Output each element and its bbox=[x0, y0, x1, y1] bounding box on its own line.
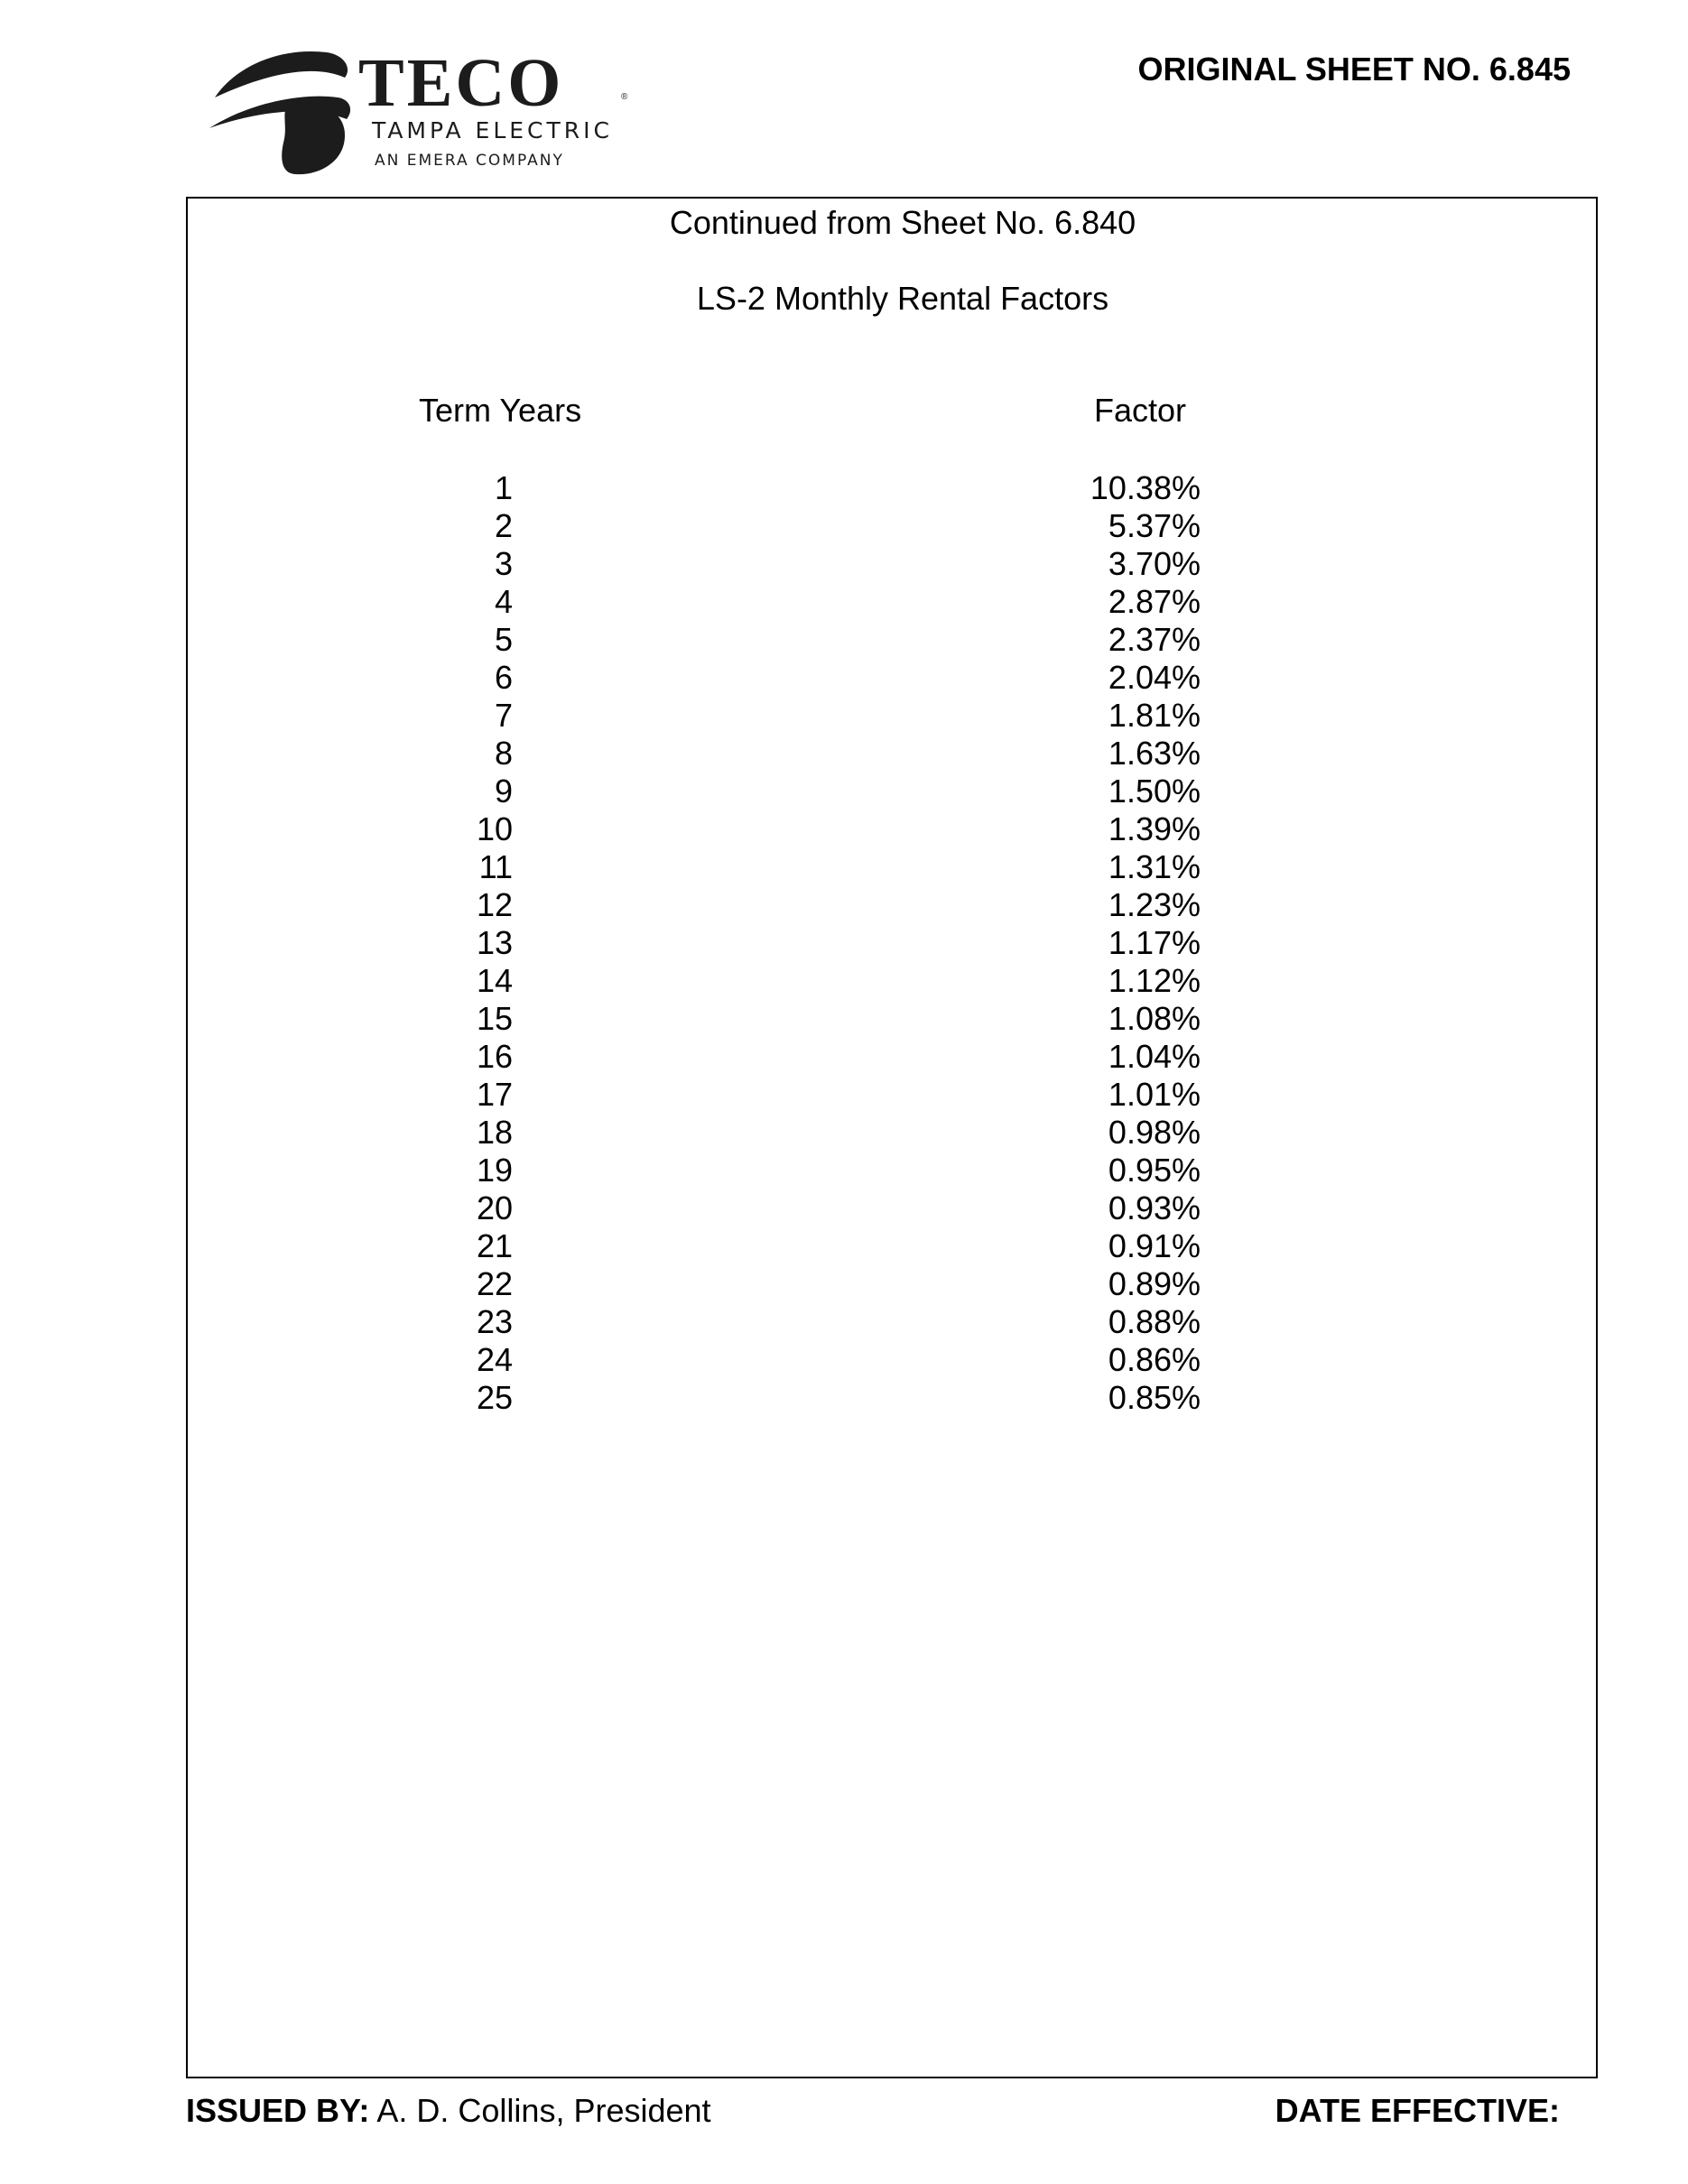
table-row bbox=[188, 1076, 1596, 1114]
teco-swoosh-logo-icon bbox=[209, 45, 354, 176]
factor-cell: 0.85% bbox=[1108, 1379, 1201, 1416]
term-years-cell: 6 bbox=[494, 659, 513, 696]
term-years-cell: 14 bbox=[476, 962, 513, 999]
factor-cell: 1.23% bbox=[1108, 886, 1201, 923]
table-row bbox=[188, 583, 1596, 621]
registered-mark: ® bbox=[621, 92, 628, 102]
table-row bbox=[188, 1114, 1596, 1152]
term-years-cell: 3 bbox=[494, 545, 513, 582]
factor-cell: 0.95% bbox=[1108, 1152, 1201, 1189]
factor-cell: 1.50% bbox=[1108, 773, 1201, 810]
term-years-cell: 12 bbox=[476, 886, 513, 923]
term-years-cell: 9 bbox=[494, 773, 513, 810]
table-row bbox=[188, 962, 1596, 1000]
table-row bbox=[188, 735, 1596, 773]
table-row bbox=[188, 1303, 1596, 1341]
table-row bbox=[188, 1379, 1596, 1417]
table-row bbox=[188, 1000, 1596, 1038]
factor-cell: 5.37% bbox=[1108, 507, 1201, 544]
factor-cell: 1.31% bbox=[1108, 848, 1201, 885]
issued-by-label: ISSUED BY: bbox=[186, 2092, 370, 2129]
factor-cell: 1.17% bbox=[1108, 924, 1201, 961]
term-years-cell: 17 bbox=[476, 1076, 513, 1113]
term-years-cell: 19 bbox=[476, 1152, 513, 1189]
issued-by-value: A. D. Collins, President bbox=[376, 2092, 711, 2129]
rental-factor-table bbox=[188, 469, 1596, 1417]
table-row bbox=[188, 1189, 1596, 1227]
table-row bbox=[188, 659, 1596, 697]
term-years-cell: 8 bbox=[494, 735, 513, 772]
factor-cell: 1.01% bbox=[1108, 1076, 1201, 1113]
factor-cell: 10.38% bbox=[1090, 469, 1201, 506]
table-row bbox=[188, 1341, 1596, 1379]
table-row bbox=[188, 469, 1596, 507]
factor-cell: 2.87% bbox=[1108, 583, 1201, 620]
factor-cell: 0.88% bbox=[1108, 1303, 1201, 1340]
factor-cell: 0.91% bbox=[1108, 1227, 1201, 1264]
column-header-term-years: Term Years bbox=[419, 392, 582, 429]
logo-wordmark: TECO bbox=[358, 45, 564, 121]
term-years-cell: 21 bbox=[476, 1227, 513, 1264]
factor-cell: 1.39% bbox=[1108, 810, 1201, 847]
date-effective-label: DATE EFFECTIVE: bbox=[1275, 2092, 1560, 2129]
table-row bbox=[188, 848, 1596, 886]
table-row bbox=[188, 545, 1596, 583]
table-row bbox=[188, 1265, 1596, 1303]
logo-tagline: AN EMERA COMPANY bbox=[375, 152, 564, 170]
term-years-cell: 20 bbox=[476, 1189, 513, 1226]
term-years-cell: 23 bbox=[476, 1303, 513, 1340]
column-header-factor: Factor bbox=[1094, 392, 1187, 429]
continued-note: Continued from Sheet No. 6.840 bbox=[669, 204, 1136, 241]
factor-cell: 2.37% bbox=[1108, 621, 1201, 658]
term-years-cell: 7 bbox=[494, 697, 513, 734]
factor-cell: 1.63% bbox=[1108, 735, 1201, 772]
table-row bbox=[188, 886, 1596, 924]
term-years-cell: 11 bbox=[478, 848, 513, 885]
factor-cell: 1.12% bbox=[1108, 962, 1201, 999]
table-row bbox=[188, 1152, 1596, 1189]
factor-cell: 0.93% bbox=[1108, 1189, 1201, 1226]
factor-cell: 0.86% bbox=[1108, 1341, 1201, 1378]
issued-by bbox=[186, 2092, 711, 2130]
term-years-cell: 24 bbox=[476, 1341, 513, 1378]
table-row bbox=[188, 924, 1596, 962]
table-row bbox=[188, 507, 1596, 545]
table-row bbox=[188, 773, 1596, 810]
table-row bbox=[188, 621, 1596, 659]
factor-cell: 1.81% bbox=[1108, 697, 1201, 734]
term-years-cell: 2 bbox=[494, 507, 513, 544]
factor-cell: 2.04% bbox=[1108, 659, 1201, 696]
table-row bbox=[188, 1038, 1596, 1076]
term-years-cell: 1 bbox=[494, 469, 513, 506]
table-row bbox=[188, 697, 1596, 735]
term-years-cell: 25 bbox=[476, 1379, 513, 1416]
factor-cell: 1.04% bbox=[1108, 1038, 1201, 1075]
term-years-cell: 16 bbox=[476, 1038, 513, 1075]
table-row bbox=[188, 1227, 1596, 1265]
factor-cell: 1.08% bbox=[1108, 1000, 1201, 1037]
company-logo bbox=[209, 45, 679, 176]
content-frame bbox=[186, 197, 1598, 2078]
table-row bbox=[188, 810, 1596, 848]
term-years-cell: 22 bbox=[476, 1265, 513, 1302]
logo-company-name: TAMPA ELECTRIC bbox=[372, 117, 613, 143]
term-years-cell: 4 bbox=[494, 583, 513, 620]
factor-cell: 0.89% bbox=[1108, 1265, 1201, 1302]
term-years-cell: 13 bbox=[476, 924, 513, 961]
term-years-cell: 10 bbox=[476, 810, 513, 847]
factor-cell: 3.70% bbox=[1108, 545, 1201, 582]
term-years-cell: 15 bbox=[476, 1000, 513, 1037]
factor-cell: 0.98% bbox=[1108, 1114, 1201, 1151]
sheet-number: ORIGINAL SHEET NO. 6.845 bbox=[1137, 51, 1571, 88]
table-title: LS-2 Monthly Rental Factors bbox=[696, 280, 1109, 317]
term-years-cell: 18 bbox=[476, 1114, 513, 1151]
term-years-cell: 5 bbox=[494, 621, 513, 658]
